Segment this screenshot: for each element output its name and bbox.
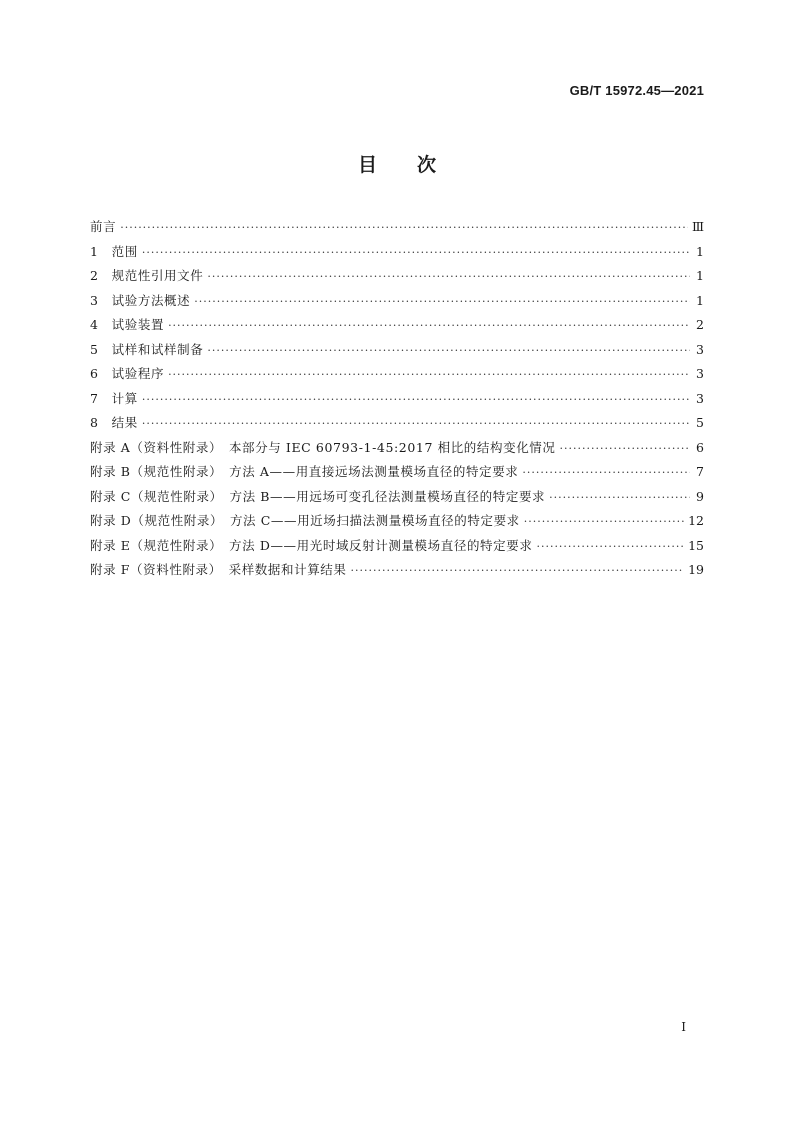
- toc-dot-leader: [168, 314, 690, 339]
- toc-entry-page: 1: [696, 292, 704, 308]
- toc-entry-foreword[interactable]: [90, 215, 704, 240]
- table-of-contents: [90, 215, 704, 583]
- toc-entry-label: 5 试样和试样制备: [90, 341, 204, 357]
- toc-entry-page: 7: [696, 464, 704, 479]
- toc-dot-leader: [536, 535, 684, 560]
- toc-dot-leader: [194, 290, 690, 315]
- toc-entry-label: 6 试验程序: [90, 366, 165, 381]
- toc-entry-annex-e[interactable]: [90, 534, 704, 559]
- toc-entry-label: 7 计算: [90, 390, 138, 406]
- toc-entry-page: 15: [688, 537, 704, 553]
- toc-entry-page: 9: [696, 488, 704, 504]
- toc-entry-normative-references[interactable]: [90, 264, 704, 289]
- toc-dot-leader: [142, 388, 690, 413]
- toc-entry-method-overview[interactable]: [90, 289, 704, 314]
- toc-entry-annex-f[interactable]: [90, 558, 704, 583]
- toc-dot-leader: [522, 461, 690, 486]
- toc-entry-annex-c[interactable]: [90, 485, 704, 510]
- toc-entry-page: Ⅲ: [691, 219, 704, 234]
- toc-entry-specimen-preparation[interactable]: [90, 338, 704, 363]
- toc-entry-page: 3: [696, 341, 704, 357]
- toc-entry-page: 5: [696, 415, 704, 430]
- toc-entry-label: 附录 F（资料性附录） 采样数据和计算结果: [90, 562, 347, 577]
- toc-entry-apparatus[interactable]: [90, 313, 704, 338]
- toc-entry-results[interactable]: [90, 411, 704, 436]
- toc-entry-calculation[interactable]: [90, 387, 704, 412]
- toc-dot-leader: [207, 339, 690, 364]
- toc-entry-label: 附录 B（规范性附录） 方法 A——用直接远场法测量模场直径的特定要求: [90, 464, 519, 479]
- toc-entry-label: 1 范围: [90, 243, 138, 259]
- toc-entry-procedure[interactable]: [90, 362, 704, 387]
- toc-entry-page: 3: [696, 390, 704, 406]
- toc-entry-page: 3: [696, 366, 704, 381]
- toc-dot-leader: [120, 216, 688, 241]
- toc-dot-leader: [207, 265, 690, 290]
- toc-dot-leader: [549, 486, 690, 511]
- toc-entry-annex-d[interactable]: [90, 509, 704, 534]
- toc-entry-page: 1: [696, 243, 704, 259]
- toc-entry-page: 6: [696, 439, 704, 455]
- toc-entry-label: 4 试验装置: [90, 317, 165, 332]
- toc-entry-scope[interactable]: [90, 240, 704, 265]
- toc-entry-page: 1: [696, 268, 704, 283]
- toc-entry-label: 附录 D（规范性附录） 方法 C——用近场扫描法测量模场直径的特定要求: [90, 513, 520, 528]
- toc-entry-page: 12: [688, 513, 704, 528]
- toc-entry-label: 附录 E（规范性附录） 方法 D——用光时域反射计测量模场直径的特定要求: [90, 537, 533, 553]
- toc-dot-leader: [524, 510, 684, 535]
- toc-entry-annex-a[interactable]: [90, 436, 704, 461]
- toc-dot-leader: [142, 412, 690, 437]
- page-number: I: [681, 1020, 686, 1034]
- toc-entry-label: 2 规范性引用文件: [90, 268, 204, 283]
- toc-entry-label: 附录 C（规范性附录） 方法 B——用远场可变孔径法测量模场直径的特定要求: [90, 488, 546, 504]
- toc-entry-page: 19: [688, 562, 704, 577]
- toc-title: 目次: [357, 154, 476, 176]
- toc-entry-label: 8 结果: [90, 415, 138, 430]
- document-code: GB/T 15972.45—2021: [569, 83, 704, 98]
- toc-entry-label: 3 试验方法概述: [90, 292, 191, 308]
- toc-entry-page: 2: [696, 317, 704, 332]
- toc-entry-label: 附录 A（资料性附录） 本部分与 IEC 60793-1-45:2017 相比的结构变化情况: [90, 439, 556, 455]
- toc-dot-leader: [351, 559, 685, 584]
- toc-dot-leader: [142, 241, 690, 266]
- toc-dot-leader: [168, 363, 690, 388]
- toc-dot-leader: [560, 437, 691, 462]
- toc-entry-annex-b[interactable]: [90, 460, 704, 485]
- toc-entry-label: 前言: [90, 219, 117, 234]
